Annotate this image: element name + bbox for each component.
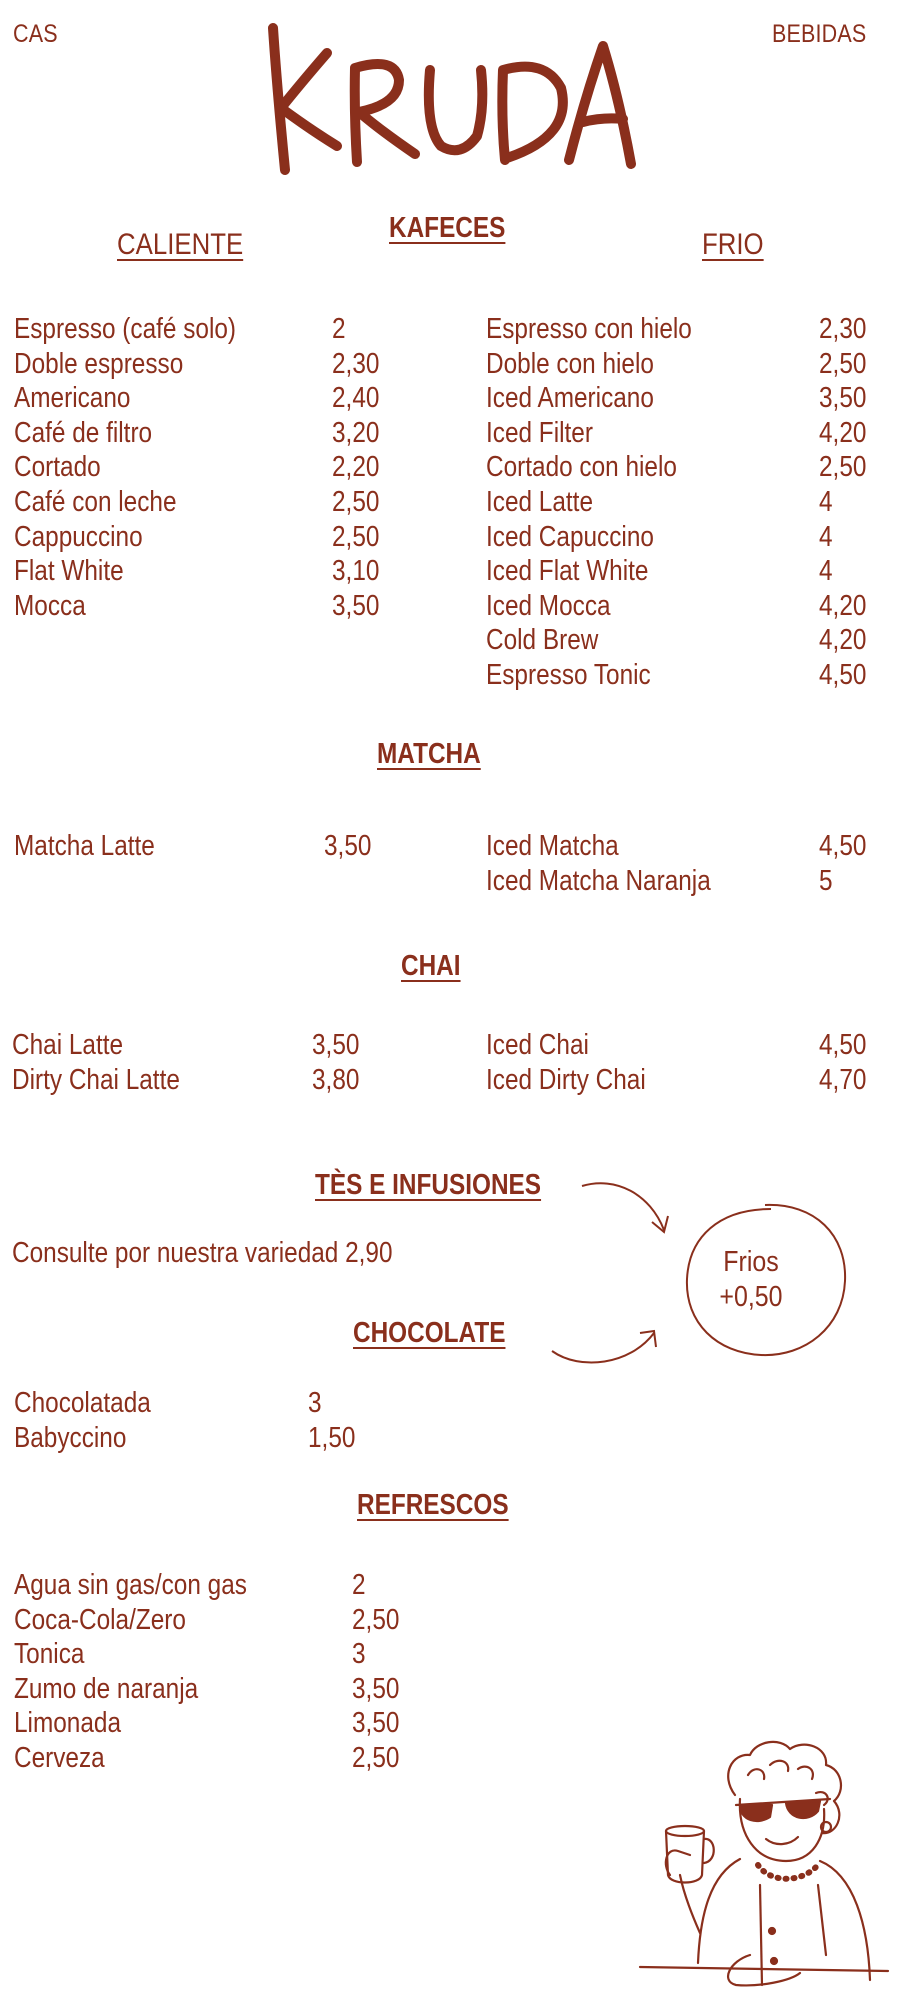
menu-item-name: Americano bbox=[14, 382, 131, 415]
column-label-caliente: CALIENTE bbox=[117, 228, 244, 261]
menu-item-price: 3,10 bbox=[332, 555, 380, 588]
menu-item-name: Doble espresso bbox=[14, 347, 184, 380]
menu-item-price: 4,50 bbox=[819, 659, 867, 691]
menu-item-row bbox=[486, 623, 879, 658]
header-right-label: BEBIDAS bbox=[772, 20, 867, 48]
menu-item-price: 3 bbox=[352, 1638, 366, 1671]
menu-item-row bbox=[486, 485, 879, 520]
menu-item-price: 4,20 bbox=[819, 589, 867, 622]
menu-item-price: 3,80 bbox=[312, 1063, 360, 1096]
section-title-refrescos: REFRESCOS bbox=[357, 1489, 509, 1521]
menu-item-price: 3,50 bbox=[332, 589, 380, 622]
menu-item-row bbox=[486, 416, 879, 451]
menu-item-name: Cortado bbox=[14, 451, 101, 484]
menu-item-row bbox=[14, 381, 392, 416]
menu-item-row bbox=[486, 864, 879, 899]
menu-item-row bbox=[12, 1063, 372, 1098]
menu-item-row bbox=[14, 589, 392, 624]
menu-item-name: Cold Brew bbox=[486, 624, 599, 657]
menu-item-name: Babyccino bbox=[14, 1421, 127, 1454]
menu-item-row bbox=[12, 1028, 372, 1063]
menu-item-price: 2,20 bbox=[332, 451, 380, 484]
menu-item-name: Café de filtro bbox=[14, 416, 153, 449]
menu-item-price: 2 bbox=[332, 313, 346, 345]
menu-item-row bbox=[14, 1603, 412, 1638]
menu-item-price: 2 bbox=[352, 1569, 366, 1601]
menu-item-price: 4,20 bbox=[819, 416, 867, 449]
kruda-logo-graphic bbox=[255, 18, 655, 188]
menu-item-name: Matcha Latte bbox=[14, 830, 155, 862]
menu-item-price: 3,20 bbox=[332, 416, 380, 449]
menu-item-row bbox=[486, 1028, 879, 1063]
menu-item-row bbox=[486, 829, 879, 864]
menu-item-row bbox=[14, 312, 392, 347]
menu-item-name: Iced Americano bbox=[486, 382, 654, 415]
menu-item-name: Agua sin gas/con gas bbox=[14, 1569, 247, 1601]
menu-item-price: 4 bbox=[819, 520, 833, 553]
menu-item-row bbox=[486, 554, 879, 589]
menu-item-row bbox=[486, 658, 879, 693]
menu-item-name: Iced Matcha bbox=[486, 830, 619, 862]
menu-item-name: Iced Dirty Chai bbox=[486, 1063, 646, 1096]
menu-item-row bbox=[14, 1672, 412, 1707]
menu-item-row bbox=[486, 1063, 879, 1098]
menu-item-row bbox=[14, 1421, 368, 1456]
menu-item-price: 2,30 bbox=[819, 313, 867, 345]
menu-item-name: Limonada bbox=[14, 1707, 121, 1740]
grandma-illustration bbox=[640, 1735, 890, 1995]
menu-item-price: 3 bbox=[308, 1387, 322, 1419]
section-title-chocolate: CHOCOLATE bbox=[353, 1317, 506, 1349]
menu-item-name: Doble con hielo bbox=[486, 347, 654, 380]
menu-item-row bbox=[486, 589, 879, 624]
menu-item-name: Dirty Chai Latte bbox=[12, 1063, 180, 1096]
menu-item-name: Iced Chai bbox=[486, 1029, 589, 1061]
menu-item-row bbox=[14, 485, 392, 520]
menu-item-price: 2,30 bbox=[332, 347, 380, 380]
frios-line1: Frios bbox=[723, 1246, 779, 1278]
menu-item-price: 2,40 bbox=[332, 382, 380, 415]
menu-item-name: Iced Matcha Naranja bbox=[486, 864, 711, 897]
menu-item-row bbox=[14, 1637, 412, 1672]
menu-item-row bbox=[14, 554, 392, 589]
curved-arrow-icon bbox=[580, 1180, 670, 1250]
menu-item-name: Zumo de naranja bbox=[14, 1672, 199, 1705]
menu-item-row bbox=[14, 829, 384, 864]
menu-item-name: Coca-Cola/Zero bbox=[14, 1603, 186, 1636]
menu-item-price: 3,50 bbox=[312, 1029, 360, 1061]
menu-item-price: 2,50 bbox=[819, 347, 867, 380]
section-title-kafeces: KAFECES bbox=[389, 212, 506, 244]
menu-item-row bbox=[14, 1568, 412, 1603]
tes-note-text: Consulte por nuestra variedad 2,90 bbox=[12, 1237, 393, 1269]
menu-item-row bbox=[486, 381, 879, 416]
menu-item-row bbox=[14, 1741, 412, 1776]
menu-item-row bbox=[486, 450, 879, 485]
menu-item-row bbox=[486, 347, 879, 382]
menu-item-price: 3,50 bbox=[324, 830, 372, 862]
menu-item-price: 1,50 bbox=[308, 1421, 356, 1454]
menu-item-row bbox=[14, 416, 392, 451]
menu-item-name: Chocolatada bbox=[14, 1387, 151, 1419]
menu-item-price: 2,50 bbox=[352, 1742, 400, 1774]
menu-item-price: 5 bbox=[819, 864, 833, 897]
frios-badge bbox=[675, 1195, 855, 1365]
menu-item-name: Iced Mocca bbox=[486, 589, 611, 622]
menu-item-price: 3,50 bbox=[352, 1707, 400, 1740]
frios-badge-text bbox=[675, 1245, 827, 1315]
menu-item-row bbox=[14, 450, 392, 485]
menu-item-price: 4,50 bbox=[819, 1029, 867, 1061]
menu-item-name: Espresso (café solo) bbox=[14, 313, 237, 345]
menu-item-price: 4 bbox=[819, 486, 833, 518]
menu-item-price: 2,50 bbox=[819, 451, 867, 484]
section-title-matcha: MATCHA bbox=[377, 738, 481, 770]
menu-item-name: Espresso Tonic bbox=[486, 659, 651, 691]
menu-item-name: Mocca bbox=[14, 589, 86, 622]
menu-item-name: Cerveza bbox=[14, 1742, 105, 1774]
menu-item-name: Iced Flat White bbox=[486, 555, 649, 588]
menu-item-name: Iced Capuccino bbox=[486, 520, 654, 553]
column-label-frio: FRIO bbox=[702, 228, 764, 261]
menu-item-name: Flat White bbox=[14, 555, 124, 588]
menu-item-row bbox=[486, 312, 879, 347]
menu-item-price: 3,50 bbox=[352, 1672, 400, 1705]
menu-item-row bbox=[14, 1706, 412, 1741]
section-title-chai: CHAI bbox=[401, 950, 461, 982]
section-title-tes-e-infusiones: TÈS E INFUSIONES bbox=[315, 1169, 542, 1201]
menu-item-name: Cortado con hielo bbox=[486, 451, 677, 484]
menu-item-name: Chai Latte bbox=[12, 1029, 124, 1061]
menu-item-row bbox=[14, 1386, 368, 1421]
menu-item-row bbox=[14, 520, 392, 555]
menu-item-price: 4,70 bbox=[819, 1063, 867, 1096]
menu-item-name: Iced Latte bbox=[486, 486, 593, 518]
menu-item-price: 4,50 bbox=[819, 830, 867, 862]
menu-item-name: Espresso con hielo bbox=[486, 313, 692, 345]
menu-item-price: 4 bbox=[819, 555, 833, 588]
header-left-label: CAS bbox=[13, 20, 58, 48]
menu-item-name: Iced Filter bbox=[486, 416, 593, 449]
menu-item-name: Tonica bbox=[14, 1638, 85, 1671]
menu-item-price: 3,50 bbox=[819, 382, 867, 415]
curved-arrow-icon bbox=[550, 1325, 660, 1385]
menu-item-name: Cappuccino bbox=[14, 520, 143, 553]
menu-item-row bbox=[486, 520, 879, 555]
menu-item-price: 4,20 bbox=[819, 624, 867, 657]
menu-item-name: Café con leche bbox=[14, 486, 177, 518]
menu-item-price: 2,50 bbox=[352, 1603, 400, 1636]
menu-item-price: 2,50 bbox=[332, 486, 380, 518]
menu-item-price: 2,50 bbox=[332, 520, 380, 553]
frios-line2: +0,50 bbox=[719, 1281, 783, 1313]
menu-item-row bbox=[14, 347, 392, 382]
